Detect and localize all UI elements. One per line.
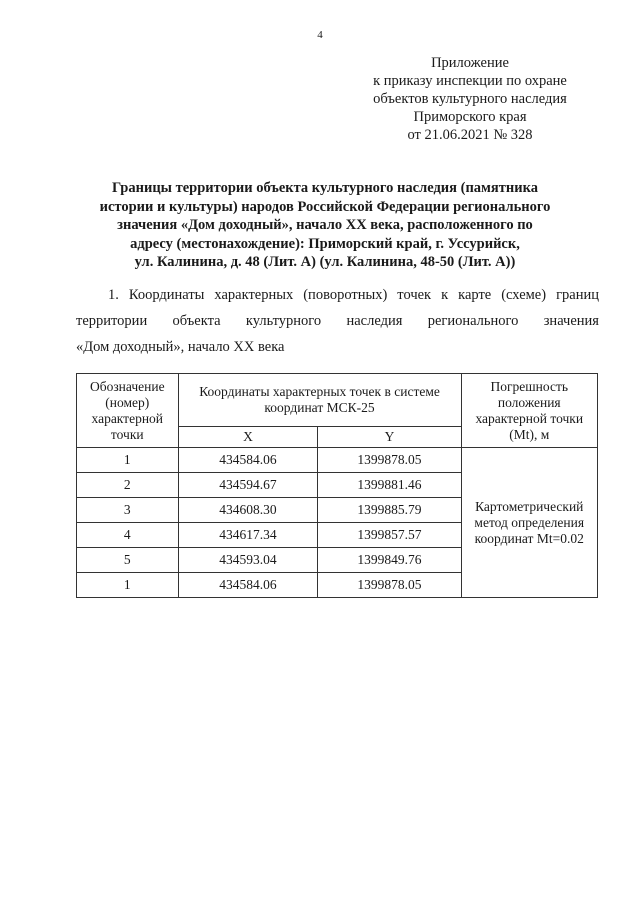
paragraph-line-1: 1. Координаты характерных (поворотных) точек к карте (схеме) границ bbox=[108, 287, 599, 303]
cell-point-number: 4 bbox=[77, 523, 179, 548]
cell-point-number: 3 bbox=[77, 498, 179, 523]
cell-y: 1399857.57 bbox=[318, 523, 461, 548]
appendix-line: Приморского края bbox=[413, 109, 527, 125]
cell-point-number: 5 bbox=[77, 548, 179, 573]
table-header-row bbox=[77, 374, 598, 427]
appendix-line: объектов культурного наследия bbox=[373, 91, 567, 107]
cell-point-number: 2 bbox=[77, 473, 179, 498]
title-line: Границы территории объекта культурного наследия (памятника bbox=[111, 180, 538, 196]
appendix-line: к приказу инспекции по охране bbox=[373, 73, 567, 89]
cell-x: 434608.30 bbox=[178, 498, 318, 523]
title-line: ул. Калинина, д. 48 (Лит. А) (ул. Калинина, 48-50 (Лит. А)) bbox=[134, 254, 516, 270]
cell-point-number: 1 bbox=[77, 448, 179, 473]
cell-y: 1399849.76 bbox=[318, 548, 461, 573]
cell-x: 434593.04 bbox=[178, 548, 318, 573]
page-number: 4 bbox=[317, 29, 323, 41]
paragraph-word: территории bbox=[76, 313, 148, 329]
header-error: Погрешность положения характерной точки (Mt), м bbox=[461, 374, 597, 448]
coordinates-table bbox=[76, 373, 598, 598]
cell-y: 1399881.46 bbox=[318, 473, 461, 498]
appendix-line: Приложение bbox=[431, 55, 509, 71]
header-designation: Обозначение (номер) характерной точки bbox=[77, 374, 179, 448]
cell-x: 434584.06 bbox=[178, 573, 318, 598]
title-line: адресу (местонахождение): Приморский край, г. Уссурийск, bbox=[130, 235, 520, 252]
paragraph-word: значения bbox=[543, 313, 599, 329]
document-title bbox=[70, 179, 580, 272]
title-line: значения «Дом доходный», начало XX века, расположенного по bbox=[117, 217, 533, 233]
title-line: истории и культуры) народов Российской Федерации регионального bbox=[99, 198, 551, 215]
paragraph-word: культурного bbox=[245, 313, 322, 329]
header-y: Y bbox=[318, 427, 461, 448]
cell-x: 434594.67 bbox=[178, 473, 318, 498]
paragraph-word: регионального bbox=[427, 313, 519, 329]
appendix-line: от 21.06.2021 № 328 bbox=[407, 127, 533, 143]
header-x: X bbox=[178, 427, 318, 448]
paragraph-line-3: «Дом доходный», начало XX века bbox=[76, 339, 285, 355]
cell-method: Картометрический метод определения координат Mt=0.02 bbox=[461, 448, 597, 598]
cell-y: 1399878.05 bbox=[318, 448, 461, 473]
paragraph-word: наследия bbox=[346, 313, 403, 329]
header-coordinates: Координаты характерных точек в системе координат МСК-25 bbox=[178, 374, 461, 427]
cell-x: 434617.34 bbox=[178, 523, 318, 548]
paragraph-line-2 bbox=[76, 312, 599, 330]
cell-y: 1399878.05 bbox=[318, 573, 461, 598]
appendix-header bbox=[350, 54, 590, 144]
paragraph-word: объекта bbox=[172, 313, 221, 329]
cell-y: 1399885.79 bbox=[318, 498, 461, 523]
cell-x: 434584.06 bbox=[178, 448, 318, 473]
table-row bbox=[77, 448, 598, 473]
cell-point-number: 1 bbox=[77, 573, 179, 598]
